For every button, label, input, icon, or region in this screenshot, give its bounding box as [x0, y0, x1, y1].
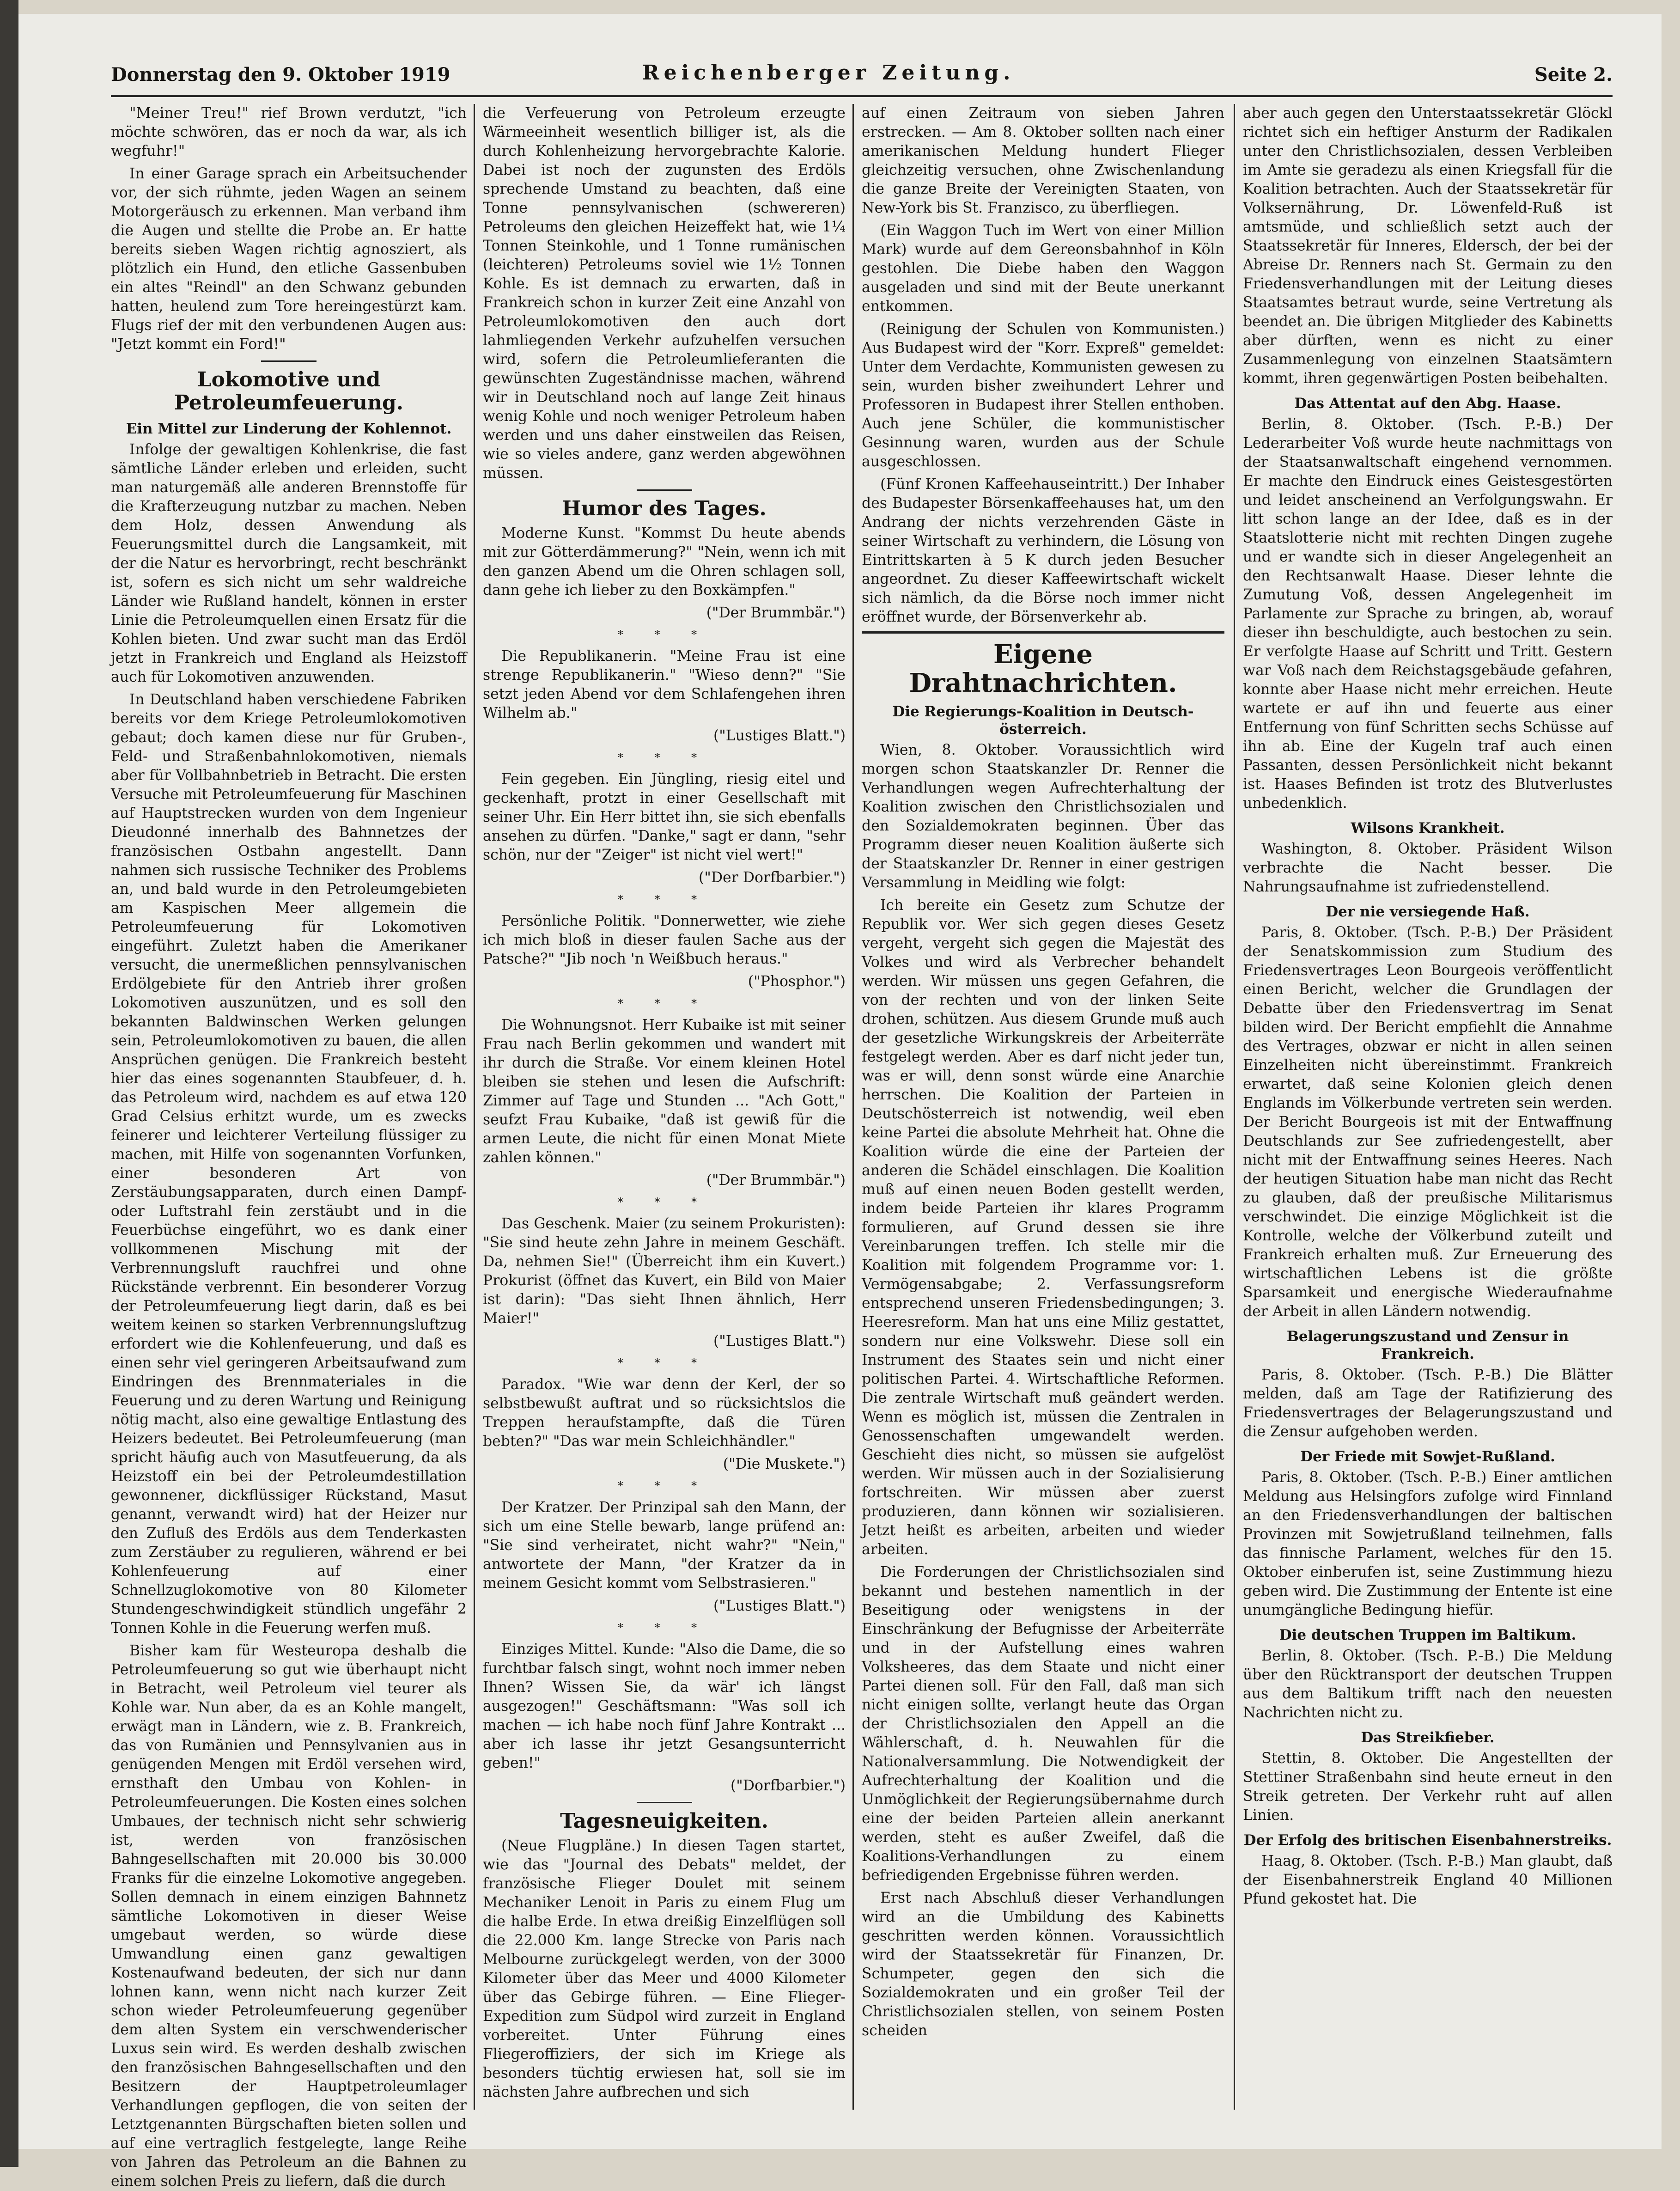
- page-number: Seite 2.: [1534, 64, 1613, 85]
- joke-source: ("Lustiges Blatt."): [713, 727, 846, 744]
- article-paragraph: Erst nach Abschluß dieser Verhandlungen wird an die Umbildung des Kabinetts geschritten werden können. Voraussichtlich wird der Staatssekretär für Finanzen, Dr. Schumpeter, gegen den sich die Sozialdemokraten und ein großer Teil der Christlichsozialen stellen, von seinem Posten scheiden: [862, 1890, 1224, 2039]
- article-paragraph: auf einen Zeitraum von sieben Jahren erstrecken. — Am 8. Oktober sollten nach einer amerikanischen Meldung hundert Flieger gleichzeitig versuchen, ohne Zwischenlandung die ganze Breite der Vereinigten Staaten, von New-York bis St. Franzisco, zu überfliegen.: [862, 105, 1224, 216]
- joke: Moderne Kunst. "Kommst Du heute abends mit zur Götterdämmerung?" "Nein, wenn ich mit den ganzen Abend um die Ohren schlagen soll, dann gehe ich lieber zu den Boxkämpfen.": [483, 525, 846, 598]
- article-paragraph: Paris, 8. Oktober. (Tsch. P.-B.) Der Präsident der Senatskommission zum Studium des Friedensvertrages Leon Bourgeois veröffentlicht einen Bericht, welcher die Grundlagen der Debatte über den Friedensvertrag im Senat bilden wird. Der Bericht empfiehlt die Annahme des Vertrages, obzwar er nicht in allen seinen Einzelheiten nicht übereinstimmt. Frankreich erwartet, daß seine Kolonien gleich denen Englands im Völkerbunde vertreten sein werden. Der Bericht Bourgeois ist mit der Entwaffnung Deutschlands zur See zufriedengestellt, aber nicht mit der Entwaffnung seines Heeres. Nach der heutigen Situation habe man nicht das Recht zu glauben, daß der preußische Militarismus verschwindet. Die einzige Möglichkeit ist die Kontrolle, welche der Völkerbund zuteilt und Frankreich erhalten muß. Zur Erneuerung des wirtschaftlichen Lebens ist die größte Sparsamkeit und energische Wiederaufnahme der Arbeit in allen Ländern notwendig.: [1243, 924, 1613, 1320]
- column-divider: [1234, 104, 1235, 2110]
- page-header: [111, 55, 1613, 92]
- article-paragraph: Haag, 8. Oktober. (Tsch. P.-B.) Man glaubt, daß der Eisenbahnerstreik England 40 Millionen Pfund gekostet hat. Die: [1243, 1853, 1613, 1907]
- article-paragraph: Bisher kam für Westeuropa deshalb die Petroleumfeuerung so gut wie überhaupt nicht in Betracht, weil Petroleum viel teurer als Kohle war. Nun aber, da es an Kohle mangelt, erwägt man in Ländern, wie z. B. Frankreich, das von Rumänien und Pennsylvanien aus in genügenden Mengen mit Erdöl versehen wird, ernsthaft den Umbau von Kohlen- in Petroleumfeuerungen. Die Kosten eines solchen Umbaues, der technisch nicht sehr schwierig ist, werden von französischen Bahngesellschaften mit 20.000 bis 30.000 Franks für die einzelne Lokomotive angegeben. Sollen demnach in einem einzigen Bahnnetz sämtliche Lokomotiven in dieser Weise umgebaut werden, so würde diese Umwandlung einen ganz gewaltigen Kostenaufwand bedeuten, der sich nur dann lohnen kann, wenn nicht nach kurzer Zeit schon wieder Petroleumfeuerung gegenüber dem alten System ein verschwenderischer Luxus sein wird. Es werden deshalb zwischen den französischen Bahngesellschaften und den Besitzern der Hauptpetroleumlager Verhandlungen gepflogen, die von seiten der Letztgenannten Bürgschaften bieten sollen und auf eine vertraglich festgelegte, lange Reihe von Jahren das Petroleum an die Bahnen zu einem solchen Preis zu liefern, daß die durch: [111, 1642, 467, 2190]
- article-paragraph: (Neue Flugpläne.) In diesen Tagen startet, wie das "Journal des Debats" meldet, der französische Flieger Doulet mit seinem Mechaniker Lenoit in Paris zu einem Flug um die halbe Erde. In etwa dreißig Einzelflügen soll die 22.000 Km. lange Strecke von Paris nach Melbourne zurückgelegt werden, von der 3000 Kilometer über das Meer und 4000 Kilometer über das Gebirge führen. — Eine Flieger-Expedition zum Südpol wird zurzeit in England vorbereitet. Unter Führung eines Fliegeroffiziers, der sich im Kriege als besonders tüchtig erwiesen hat, soll sie im nächsten Jahre aufbrechen und sich: [483, 1837, 846, 2100]
- headline-drahtnachrichten: Eigene Drahtnachrichten.: [862, 631, 1224, 697]
- separator-rule: [637, 489, 692, 491]
- article-paragraph: Washington, 8. Oktober. Präsident Wilson verbrachte die Nacht besser. Die Nahrungsaufnahme ist zufriedenstellend.: [1243, 841, 1613, 895]
- header-date: Donnerstag den 9. Oktober 1919: [111, 64, 450, 85]
- joke: Der Kratzer. Der Prinzipal sah den Mann, der sich um eine Stelle bewarb, lange prüfend an: "Sie sind verheiratet, nicht wahr?" "Nein," antwortete der Mann, "der Kratzer da in meinem Gesicht kommt vom Selbstrasieren.": [483, 1499, 846, 1592]
- subheadline: Die Regierungs-Koalition in Deutsch-österreich.: [892, 703, 1194, 738]
- subheadline: Das Attentat auf den Abg. Haase.: [1294, 395, 1561, 412]
- article-paragraph: Paris, 8. Oktober. (Tsch. P.-B.) Die Blätter melden, daß am Tage der Ratifizierung des Friedensvertrages der Belagerungszustand und die Zensur aufgehoben werden.: [1243, 1367, 1613, 1440]
- star-divider: * * *: [617, 997, 711, 1010]
- article-paragraph: Ich bereite ein Gesetz zum Schutze der Republik vor. Wer sich gegen dieses Gesetz vergeht, vergeht sich gegen die Majestät des Volkes und wird als Verbrecher behandelt werden. Wir müssen uns gegen Gefahren, die von der rechten und von der linken Seite drohen, schützen. Aus diesem Grunde muß auch der gesetzliche Wirkungskreis der Arbeiterräte festgelegt werden. Aber es darf nicht jeder tun, was er will, denn sonst würde eine Anarchie herrschen. Die Koalition der Parteien in Deutschösterreich ist notwendig, weil eben keine Partei die absolute Mehrheit hat. Ohne die Koalition würde die eine der Parteien der anderen die Schädel einschlagen. Die Koalition muß auf einen neuen Boden gestellt werden, indem beide Parteien ihr klares Programm formulieren, auf Grund dessen sie ihre Vereinbarungen treffen. Ich stelle mir die Koalition mit folgendem Programme vor: 1. Vermögensabgabe; 2. Verfassungsreform entsprechend unseren Friedensbedingungen; 3. Heeresreform. Man hat uns eine Miliz gestattet, sondern nur eine Volkswehr. Diese soll ein Instrument des Staates sein und nicht einer politischen Partei. 4. Wirtschaftliche Reformen. Die zentrale Wirtschaft muß geändert werden. Wenn es möglich ist, müssen die Zentralen in Genossenschaften umgewandelt werden. Geschieht dies nicht, so müssen sie aufgelöst werden. Wir müssen auch in der Sozialisierung fortschreiten. Wir müssen aber zuerst produzieren, dann können wir sozialisieren. Jetzt heißt es arbeiten, arbeiten und wieder arbeiten.: [862, 897, 1224, 1558]
- joke: Die Republikanerin. "Meine Frau ist eine strenge Republikanerin." "Wieso denn?" "Sie setzt jeden Abend vor dem Schlafengehen ihren Wilhelm ab.": [483, 648, 846, 721]
- joke: Fein gegeben. Ein Jüngling, riesig eitel und geckenhaft, protzt in einer Gesellschaft mit seiner Uhr. Ein Herr bittet ihn, sie sich ebenfalls ansehen zu dürfen. "Danke," sagt er dann, "sehr schön, nur der "Zeiger" ist nicht viel wert!": [483, 771, 846, 863]
- star-divider: * * *: [617, 893, 711, 906]
- star-divider: * * *: [617, 751, 711, 764]
- article-paragraph: Wien, 8. Oktober. Voraussichtlich wird morgen schon Staatskanzler Dr. Renner die Verhandlungen wegen Aufrechterhaltung der Koalition zwischen den Christlichsozialen und den Sozialdemokraten beginnen. Über das Programm dieser neuen Koalition äußerte sich der Staatskanzler Dr. Renner in einer gestrigen Versammlung in Meidling wie folgt:: [862, 742, 1224, 891]
- column-3: [862, 104, 1224, 2091]
- subheadline: Das Streikfieber.: [1361, 1729, 1495, 1746]
- subheadline: Der Friede mit Sowjet-Rußland.: [1300, 1448, 1555, 1465]
- joke: Einziges Mittel. Kunde: "Also die Dame, die so furchtbar falsch singt, wohnt noch immer neben Ihnen? Wissen Sie, da wär' ich längst ausgezogen!" Geschäftsmann: "Was soll ich machen — ich habe noch fünf Jahre Kontrakt ... aber ich lasse ihr jetzt Gesangsunterricht geben!": [483, 1641, 846, 1771]
- subheadline: Ein Mittel zur Linderung der Kohlennot.: [126, 421, 452, 437]
- subheadline: Der nie versiegende Haß.: [1326, 903, 1530, 920]
- column-divider: [474, 104, 475, 2110]
- subheadline: Belagerungszustand und Zensur in Frankreich.: [1286, 1328, 1569, 1362]
- article-paragraph: Berlin, 8. Oktober. (Tsch. P.-B.) Die Meldung über den Rücktransport der deutschen Truppen aus dem Baltikum trifft nach den neuesten Nachrichten nicht zu.: [1243, 1648, 1613, 1721]
- joke: Persönliche Politik. "Donnerwetter, wie ziehe ich mich bloß in dieser faulen Sache aus der Patsche?" "Jib noch 'n Weißbuch heraus.": [483, 913, 846, 967]
- subheadline: Die deutschen Truppen im Baltikum.: [1279, 1627, 1577, 1643]
- star-divider: * * *: [617, 1621, 711, 1634]
- column-4: [1243, 104, 1613, 2091]
- article-paragraph: Infolge der gewaltigen Kohlenkrise, die fast sämtliche Länder erleben und erleiden, sucht man naturgemäß alle anderen Brennstoffe für die Krafterzeugung nutzbar zu machen. Neben dem Holz, dessen Anwendung als Feuerungsmittel durch die Langsamkeit, mit der die Natur es hervorbringt, recht beschränkt ist, sofern es sich nicht um sehr waldreiche Länder wie Rußland handelt, können in erster Linie die Petroleumquellen einen Ersatz für die Kohlen bieten. Und zwar sucht man das Erdöl jetzt in Frankreich und England als Heizstoff auch für Lokomotiven anzuwenden.: [111, 441, 467, 685]
- header-rule: [111, 95, 1613, 97]
- article-paragraph: (Ein Waggon Tuch im Wert von einer Million Mark) wurde auf dem Gereonsbahnhof in Köln gestohlen. Die Diebe haben den Waggon ausgeladen und sind mit der Beute unerkannt entkommen.: [862, 222, 1224, 315]
- column-1: [111, 104, 467, 2190]
- article-paragraph: In einer Garage sprach ein Arbeitsuchender vor, der sich rühmte, jeden Wagen an seinem Motorgeräusch zu erkennen. Man verband ihm die Augen und stellte die Probe an. Er hatte bereits sieben Wagen richtig agnosziert, als plötzlich ein Hund, den etliche Gassenbuben ein altes "Reindl" an den Schwanz gebunden hatten, heulend zum Tore hereingestürzt kam. Flugs rief der mit den verbundenen Augen aus: "Jetzt kommt ein Ford!": [111, 165, 467, 353]
- article-paragraph: die Verfeuerung von Petroleum erzeugte Wärmeeinheit wesentlich billiger ist, als die durch Kohlenheizung hervorgebrachte Kalorie. Dabei ist noch der zugunsten des Erdöls sprechende Umstand zu beachten, daß eine Tonne pennsylvanischen (schwereren) Petroleums den gleichen Heizeffekt hat, wie 1¼ Tonnen Steinkohle, und 1 Tonne rumänischen (leichteren) Petroleums soviel wie 1½ Tonnen Kohle. Es ist demnach zu erwarten, daß in Frankreich schon in kurzer Zeit eine Anzahl von Petroleumlokomotiven den auch dort lahmliegenden Verkehr aufzuhelfen versuchen wird, sofern die Petroleumlieferanten die gewünschten Zugeständnisse machen, während wir in Deutschland noch auf lange Zeit hinaus wenig Kohle und noch weniger Petroleum haben werden und uns daher einstweilen das Reisen, wie so vieles andere, ganz werden abgewöhnen müssen.: [483, 105, 846, 482]
- separator-rule: [637, 1802, 692, 1803]
- article-paragraph: Berlin, 8. Oktober. (Tsch. P.-B.) Der Lederarbeiter Voß wurde heute nachmittags von der Staatsanwaltschaft eingehend vernommen. Er machte den Eindruck eines Geistesgestörten und leidet anscheinend an Verfolgungswahn. Er litt schon lange an der Idee, daß es in der Staatslotterie nicht mit rechten Dingen zugehe und er wandte sich in dieser Angelegenheit an den Rechtsanwalt Haase. Dieser lehnte die Zumutung Voß, dessen Angelegenheit im Parlamente zur Sprache zu bringen, ab, worauf dieser ihn beschuldigte, auch bestochen zu sein. Er verfolgte Haase auf Schritt und Tritt. Gestern war Voß nach dem Reichstagsgebäude gefahren, konnte aber Haase nicht mehr erreichen. Heute wartete er auf ihn und feuerte aus einer Entfernung von fünf Schritten sechs Schüsse auf ihn ab. Eine der Kugeln traf auch einen Passanten, dessen Persönlichkeit nicht bekannt ist. Haases Befinden ist trotz des Blutverlustes unbedenklich.: [1243, 416, 1613, 812]
- star-divider: * * *: [617, 1196, 711, 1208]
- article-paragraph: "Meiner Treu!" rief Brown verdutzt, "ich möchte schwören, das er noch da war, als ich wegfuhr!": [111, 105, 467, 159]
- scan-edge: [0, 0, 18, 2167]
- joke-source: ("Die Muskete."): [723, 1456, 846, 1472]
- article-paragraph: (Reinigung der Schulen von Kommunisten.) Aus Budapest wird der "Korr. Expreß" gemeldet: Unter dem Verdachte, Kommunisten gewesen zu sein, wurden bisher zweihundert Lehrer und Professoren in Budapest ihrer Stellen enthoben. Auch jene Schüler, die kommunistischer Gesinnung waren, wurden aus der Schule ausgeschlossen.: [862, 321, 1224, 470]
- article-paragraph: Stettin, 8. Oktober. Die Angestellten der Stettiner Straßenbahn sind heute erneut in den Streik getreten. Der Verkehr ruht auf allen Linien.: [1243, 1750, 1613, 1824]
- article-paragraph: aber auch gegen den Unterstaatssekretär Glöckl richtet sich ein heftiger Ansturm der Radikalen unter den Christlichsozialen, dessen Verbleiben im Amte sie geradezu als einen Kriegsfall für die Koalition betrachten. Auch der Staatssekretär für Volksernährung, Dr. Löwenfeld-Ruß ist amtsmüde, und schließlich setzt auch der Staatssekretär für Inneres, Eldersch, der bei der Abreise Dr. Renners nach St. Germain zu den Friedensverhandlungen mit der Leitung dieses Staatsamtes betraut wurde, seine Vertretung als beendet an. Die übrigen Mitglieder des Kabinetts aber dürften, wenn es nicht zu einer Zusammenlegung von einzelnen Staatsämtern kommt, ihren gegenwärtigen Posten beibehalten.: [1243, 105, 1613, 387]
- joke-source: ("Lustiges Blatt."): [713, 1598, 846, 1614]
- joke-source: ("Der Brummbär."): [706, 1172, 846, 1189]
- article-paragraph: Die Forderungen der Christlichsozialen sind bekannt und bestehen namentlich in der Beseitigung oder wenigstens in der Einschränkung der Befugnisse der Arbeiterräte und in der Aufstellung eines wahren Volksheeres, das dem Staate und nicht einer Partei dienen soll. Für den Fall, daß man sich nicht einigen sollte, verlangt heute das Organ der Christlichsozialen den Appell an die Wählerschaft, d. h. Neuwahlen für die Nationalversammlung. Die Notwendigkeit der Aufrechterhaltung der Koalition und die Unmöglichkeit der Regierungsübernahme durch eine der beiden Parteien allein anerkannt werden, steht es außer Zweifel, daß die Koalitions-Verhandlungen zu einem befriedigenden Ergebnisse führen werden.: [862, 1564, 1224, 1884]
- column-2: [483, 104, 846, 2100]
- joke-source: ("Phosphor."): [748, 973, 846, 990]
- masthead-title: Reichenberger Zeitung.: [642, 61, 1015, 85]
- star-divider: * * *: [617, 1356, 711, 1369]
- column-divider: [852, 104, 854, 2110]
- article-paragraph: In Deutschland haben verschiedene Fabriken bereits vor dem Kriege Petroleumlokomotiven gebaut; doch kamen diese nur für Gruben-, Feld- und Straßenbahnlokomotiven, niemals aber für Vollbahnbetrieb in Betracht. Die ersten Versuche mit Petroleumfeuerung für Maschinen auf Hauptstrecken wurden von dem Ingenieur Dieudonné innerhalb des Bahnnetzes der französischen Ostbahn angestellt. Dann nahmen sich russische Techniker des Problems an, und bald wurde in den Petroleumgebieten am Kaspischen Meer allgemein die Petroleumfeuerung für Lokomotiven eingeführt. Zuletzt haben die Amerikaner versucht, die unermeßlichen pennsylvanischen Erdölgebiete für den Antrieb ihrer großen Lokomotiven auszunützen, und es soll den bekannten Baldwinschen Werken gelungen sein, Petroleumlokomotiven zu bauen, die allen Ansprüchen genügen. Die Frankreich besteht hier das eines sogenannten Staubfeuer, d. h. das Petroleum wird, nachdem es auf etwa 120 Grad Celsius erhitzt wurde, um es zwecks feinerer und leichterer Verteilung flüssiger zu machen, mit Hilfe von sogenannten Vorfunken, einer besonderen Art von Zerstäubungsapparaten, durch einen Dampf- oder Luftstrahl fein zerstäubt und in die Feuerbüchse eingeführt, wo es dank einer vollkommenen Mischung mit der Verbrennungsluft rauchfrei und ohne Rückstände verbrennt. Ein besonderer Vorzug der Petroleumfeuerung liegt darin, daß es bei weitem keinen so starken Verbrennungsluftzug erfordert wie die Kohlenfeuerung, und daß es einen sehr viel geringeren Arbeitsaufwand zum Eindringen des Brennmateriales in die Feuerung und zu deren Wartung und Reinigung nötig macht, also eine gewaltige Entlastung des Heizers bedeutet. Bei Petroleumfeuerung (man spricht häufig auch von Masutfeuerung, da als Heizstoff ein bei der Petroleumdestillation gewonnener, dickflüssiger Rückstand, Masut genannt, verwandt wird) hat der Heizer nur den Zufluß des Erdöls aus dem Tenderkasten zum Zerstäuber zu regulieren, während er bei Kohlenfeuerung auf einer Schnellzuglokomotive von 80 Kilometer Stundengeschwindigkeit stündlich ungefähr 2 Tonnen Kohle in die Feuerung werfen muß.: [111, 691, 467, 1636]
- joke-source: ("Lustiges Blatt."): [713, 1333, 846, 1349]
- joke: Die Wohnungsnot. Herr Kubaike ist mit seiner Frau nach Berlin gekommen und wandert mit ihr durch die Straße. Vor einem kleinen Hotel bleiben sie stehen und lesen die Aufschrift: Zimmer auf Tage und Stunden ... "Ach Gott," seufzt Frau Kubaike, "daß ist gewiß für die armen Leute, die nicht für einen Monat Miete zahlen können.": [483, 1017, 846, 1166]
- headline-humor: Humor des Tages.: [562, 497, 767, 520]
- star-divider: * * *: [617, 1479, 711, 1492]
- joke: Paradox. "Wie war denn der Kerl, der so selbstbewußt auftrat und so rücksichtslos die Treppen heraufstampfte, daß die Türen bebten?" "Das war mein Schleichhändler.": [483, 1376, 846, 1450]
- subheadline: Der Erfolg des britischen Eisenbahnerstreiks.: [1243, 1832, 1612, 1849]
- subheadline: Wilsons Krankheit.: [1351, 820, 1505, 836]
- joke-source: ("Der Dorfbarbier."): [699, 869, 846, 886]
- headline-tagesneuigkeiten: Tagesneuigkeiten.: [560, 1809, 768, 1833]
- article-paragraph: Paris, 8. Oktober. (Tsch. P.-B.) Einer amtlichen Meldung aus Helsingfors zufolge wird Finnland an den Friedensverhandlungen der baltischen Provinzen mit Sowjetrußland teilnehmen, falls das finnische Parlament, welches für den 15. Oktober einberufen ist, seine Zustimmung hiezu geben wird. Die Zustimmung der Entente ist eine unumgängliche Bedingung hiefür.: [1243, 1469, 1613, 1618]
- joke-source: ("Dorfbarbier."): [730, 1777, 846, 1794]
- joke-source: ("Der Brummbär."): [706, 604, 846, 621]
- joke: Das Geschenk. Maier (zu seinem Prokuristen): "Sie sind heute zehn Jahre in meinem Geschäft. Da, nehmen Sie!" (Überreicht ihm ein Kuvert.) Prokurist (öffnet das Kuvert, ein Bild von Maier ist darin): "Das sieht Ihnen ähnlich, Herr Maier!": [483, 1215, 846, 1327]
- separator-rule: [261, 360, 317, 362]
- article-paragraph: (Fünf Kronen Kaffeehauseintritt.) Der Inhaber des Budapester Börsenkaffeehauses hat, um den Andrang der nichts verzehrenden Gäste in seiner Wirtschaft zu verhindern, die Lösung von Eintrittskarten à 5 K durch jeden Besucher angeordnet. Zu dieser Kaffeewirtschaft wickelt sich nämlich, da die Börse noch immer nicht eröffnet wurde, der Börsenverkehr ab.: [862, 476, 1224, 625]
- star-divider: * * *: [617, 628, 711, 641]
- headline-lokomotive: Lokomotive und Petroleumfeuerung.: [174, 368, 404, 415]
